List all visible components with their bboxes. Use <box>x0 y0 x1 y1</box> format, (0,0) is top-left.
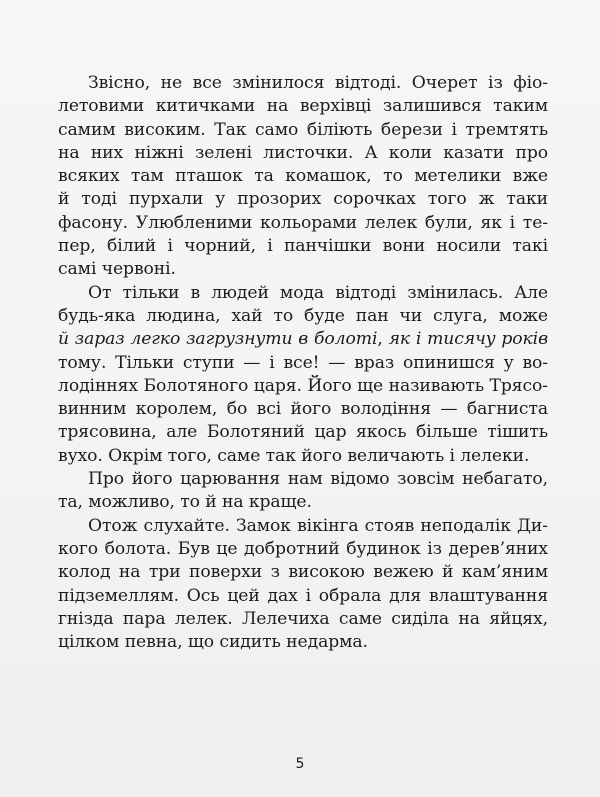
text-line: будь-яка людина, хай то буде пан чи слуга, може <box>58 305 548 326</box>
body-text <box>58 72 548 654</box>
text-line: колод на три поверхи з високою вежею й кам’яним <box>58 562 548 583</box>
text-line: цілком певна, що сидить недарма. <box>58 632 368 653</box>
text-line: винним королем, бо всі його володіння — багниста <box>58 399 548 420</box>
text-line: кого болота. Був це добротний будинок із дерев’яних <box>58 538 548 559</box>
italic-phrase: як і тисячу років <box>388 329 548 350</box>
paragraph-3 <box>58 468 548 515</box>
comma-separator: , <box>377 329 389 350</box>
text-line: підземеллям. Ось цей дах і обрала для влаштування <box>58 585 548 606</box>
text-line: От тільки в людей мода відтоді змінилась. Але <box>88 282 548 303</box>
text-line: та, можливо, то й на краще. <box>58 492 312 513</box>
text-line: тому. Тільки ступи — і все! — враз опинишся у во- <box>58 352 548 373</box>
text-line: гнізда пара лелек. Лелечиха саме сиділа на яйцях, <box>58 608 548 629</box>
text-line: Звісно, не все змінилося відтоді. Очерет із фіо- <box>88 73 548 93</box>
text-line-italic <box>58 328 548 351</box>
italic-phrase: й зараз легко загрузнути в болоті <box>58 329 378 350</box>
text-line: самі червоні. <box>58 259 176 280</box>
paragraph-2 <box>58 282 548 468</box>
text-line: Отож слухайте. Замок вікінга стояв неподалік Ди- <box>88 515 548 536</box>
text-line: всяких там пташок та комашок, то метелики вже <box>58 166 548 187</box>
text-line: трясовина, але Болотяний цар якось більше тішить <box>58 422 548 443</box>
text-line: летовими китичками на верхівці залишився таким <box>58 96 548 117</box>
text-line: Про його царювання нам відомо зовсім небагато, <box>88 469 548 490</box>
paragraph-1 <box>58 72 548 282</box>
text-line: лодіннях Болотяного царя. Його ще називають Трясо- <box>58 375 548 396</box>
text-line: вухо. Окрім того, саме так його величають і лелеки. <box>58 445 530 466</box>
text-line: й тоді пурхали у прозорих сорочках того ж таки <box>58 189 548 210</box>
text-line: фасону. Улюбленими кольорами лелек були, як і те- <box>58 212 548 233</box>
text-line: самим високим. Так само біліють берези і тремтять <box>58 119 548 140</box>
page-number: 5 <box>295 756 305 772</box>
text-line: пер, білий і чорний, і панчішки вони носили такі <box>58 236 548 257</box>
paragraph-4 <box>58 515 548 655</box>
text-line: на них ніжні зелені листочки. А коли казати про <box>58 142 548 163</box>
